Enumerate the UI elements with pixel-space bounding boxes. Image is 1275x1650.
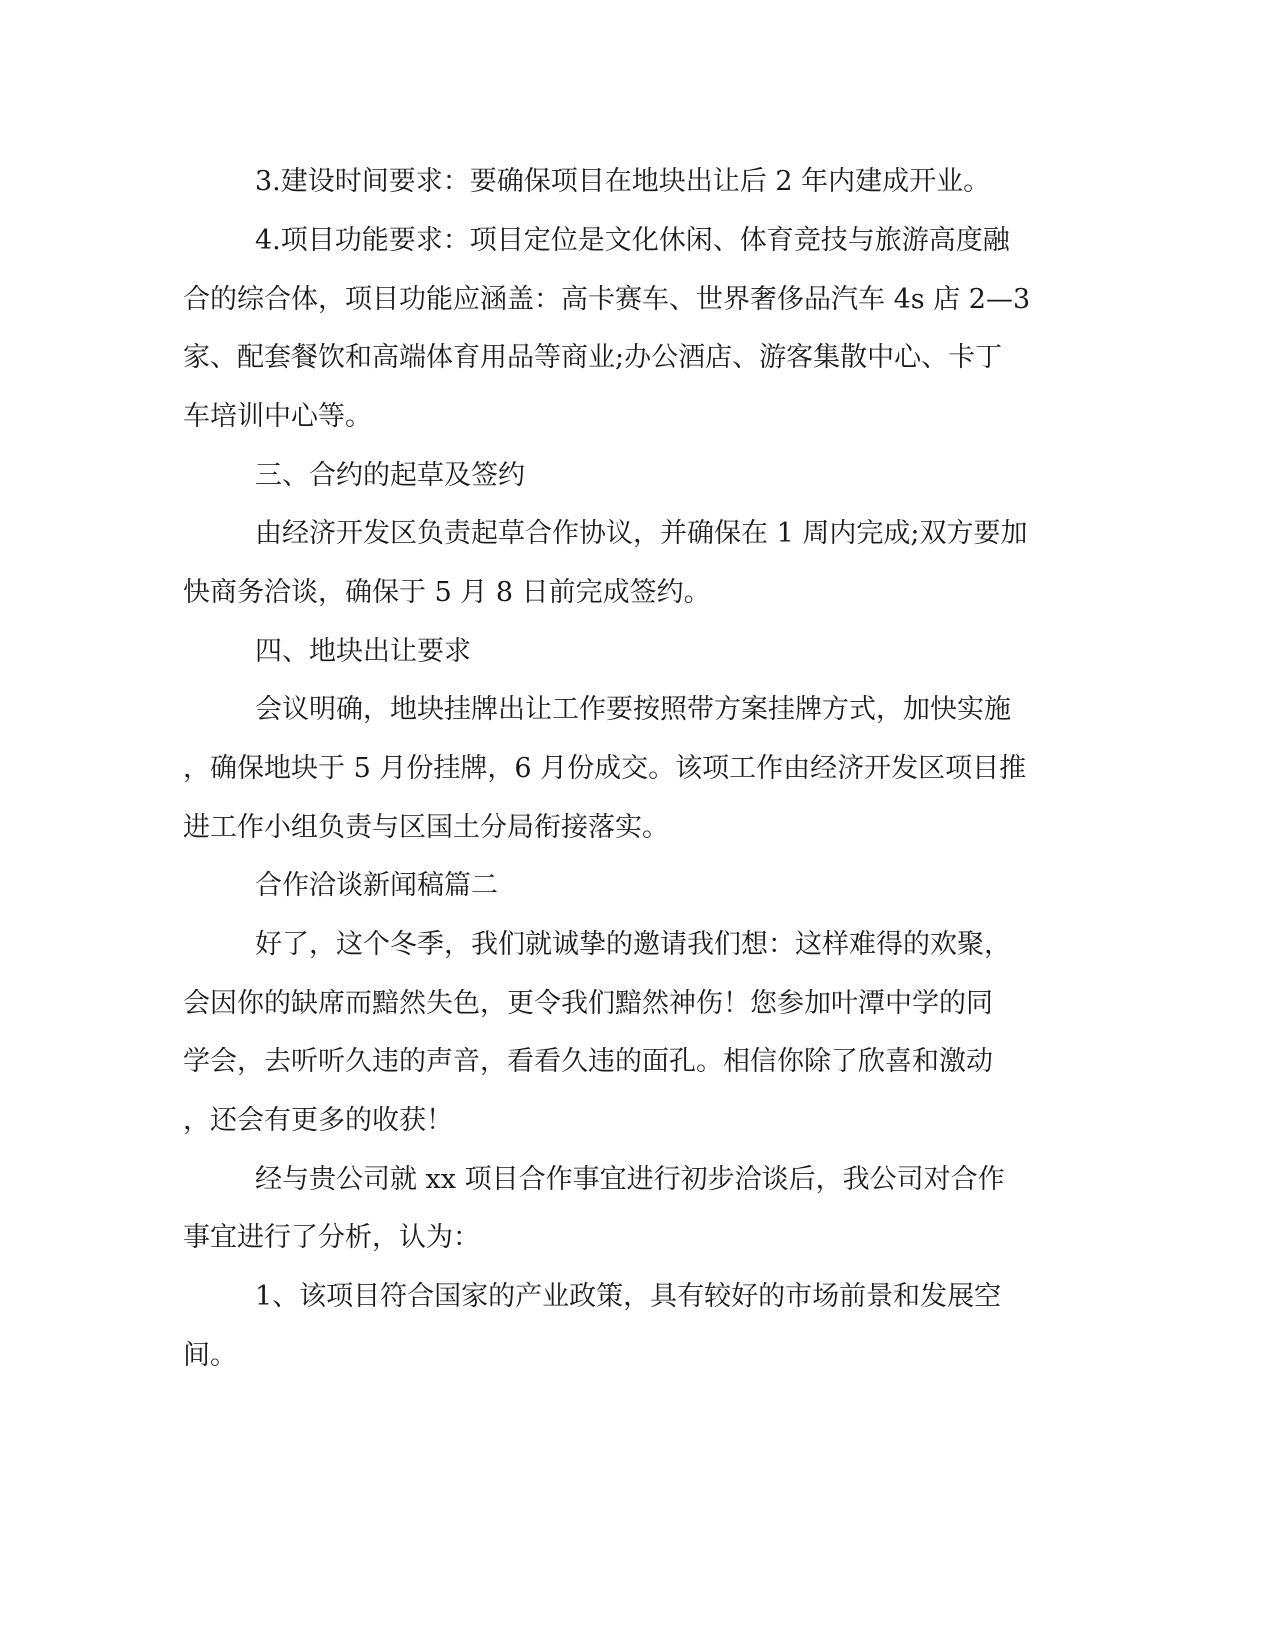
paragraph-line: ，确保地块于 5 月份挂牌，6 月份成交。该项工作由经济开发区项目推	[183, 753, 1027, 784]
paragraph-line: 好了，这个冬季，我们就诚挚的邀请我们想：这样难得的欢聚，	[255, 929, 1011, 960]
paragraph-line: 学会，去听听久违的声音，看看久违的面孔。相信你除了欣喜和激动	[183, 1046, 993, 1077]
paragraph-line: 3.建设时间要求：要确保项目在地块出让后 2 年内建成开业。	[255, 166, 991, 197]
section-heading: 四、地块出让要求	[255, 636, 471, 667]
paragraph-line: 经与贵公司就 xx 项目合作事宜进行初步洽谈后，我公司对合作	[255, 1164, 1005, 1195]
paragraph-line: 进工作小组负责与区国土分局衔接落实。	[183, 812, 669, 843]
paragraph-line: ，还会有更多的收获！	[183, 1105, 453, 1136]
paragraph-line: 会议明确，地块挂牌出让工作要按照带方案挂牌方式，加快实施	[255, 694, 1011, 725]
paragraph-line: 家、配套餐饮和高端体育用品等商业;办公酒店、游客集散中心、卡丁	[183, 342, 1003, 373]
paragraph-line: 合的综合体，项目功能应涵盖：高卡赛车、世界奢侈品汽车 4s 店 2—3	[183, 284, 1031, 315]
paragraph-line: 事宜进行了分析，认为：	[183, 1222, 480, 1253]
paragraph-line: 1、该项目符合国家的产业政策，具有较好的市场前景和发展空	[255, 1281, 1002, 1312]
paragraph-line: 由经济开发区负责起草合作协议，并确保在 1 周内完成;双方要加	[255, 518, 1028, 549]
paragraph-line: 间。	[183, 1340, 237, 1371]
section-heading: 合作洽谈新闻稿篇二	[255, 870, 498, 901]
paragraph-line: 快商务洽谈，确保于 5 月 8 日前完成签约。	[183, 577, 711, 608]
section-heading: 三、合约的起草及签约	[255, 460, 525, 491]
paragraph-line: 车培训中心等。	[183, 401, 372, 432]
paragraph-line: 会因你的缺席而黯然失色，更令我们黯然神伤！您参加叶潭中学的同	[183, 988, 993, 1019]
paragraph-line: 4.项目功能要求：项目定位是文化休闲、体育竞技与旅游高度融	[255, 225, 1010, 256]
